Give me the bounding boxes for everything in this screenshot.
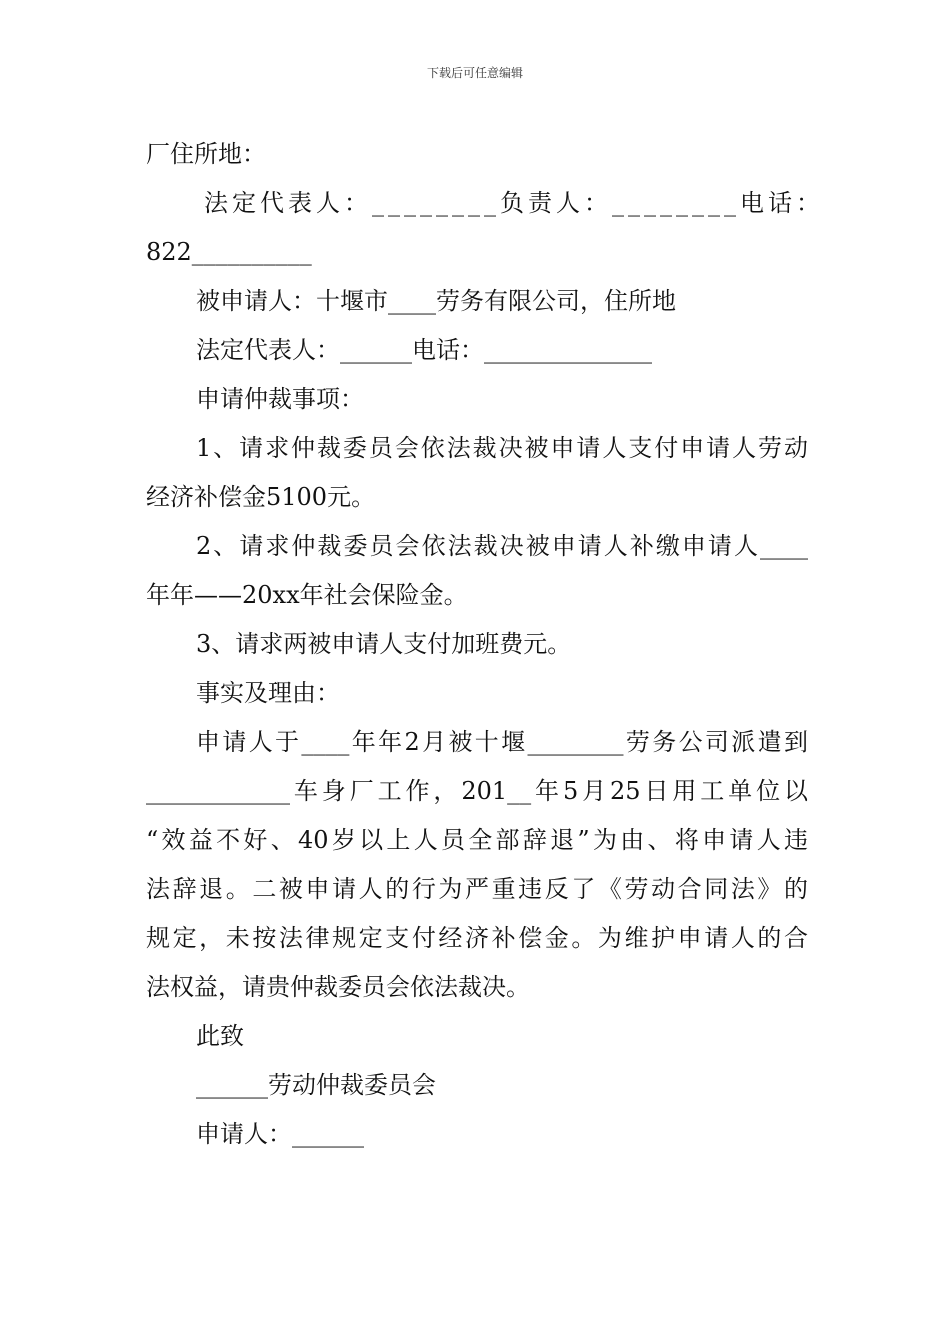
line-respondent: 被申请人：十堰市____劳务有限公司，住所地 bbox=[196, 287, 676, 315]
line-legal-representative-1: 法定代表人：________负责人：________电话： bbox=[204, 189, 824, 217]
page-header: 下载后可任意编辑 bbox=[426, 66, 523, 80]
line-facts-2: ____________车身厂工作，201__年5月25日用工单位以 bbox=[146, 777, 808, 805]
line-salutation: 此致 bbox=[196, 1022, 244, 1050]
line-item-1a: 1、请求仲裁委员会依法裁决被申请人支付申请人劳动 bbox=[196, 434, 808, 462]
line-facts-heading: 事实及理由： bbox=[196, 679, 340, 707]
line-item-3: 3、请求两被申请人支付加班费元。 bbox=[196, 630, 572, 658]
line-facts-3: “效益不好、40岁以上人员全部辞退”为由、将申请人违 bbox=[146, 826, 808, 854]
line-item-1b: 经济补偿金5100元。 bbox=[146, 483, 376, 511]
line-item-2b: 年年——20xx年社会保险金。 bbox=[146, 581, 468, 609]
line-phone-number: 822__________ bbox=[146, 238, 312, 266]
line-arbitration-items-heading: 申请仲裁事项： bbox=[196, 385, 364, 413]
line-applicant: 申请人：______ bbox=[196, 1120, 364, 1148]
line-legal-representative-2: 法定代表人：______电话：______________ bbox=[196, 336, 652, 364]
line-facts-4: 法辞退。二被申请人的行为严重违反了《劳动合同法》的 bbox=[146, 875, 808, 903]
line-committee: ______劳动仲裁委员会 bbox=[196, 1071, 436, 1099]
document-body bbox=[146, 130, 824, 1159]
line-facts-5: 规定，未按法律规定支付经济补偿金。为维护申请人的合 bbox=[146, 924, 808, 952]
line-facts-1: 申请人于____年年2月被十堰________劳务公司派遣到 bbox=[196, 728, 808, 756]
line-factory-address: 厂住所地： bbox=[146, 140, 266, 168]
line-facts-6: 法权益，请贵仲裁委员会依法裁决。 bbox=[146, 973, 530, 1001]
line-item-2a: 2、请求仲裁委员会依法裁决被申请人补缴申请人____ bbox=[196, 532, 808, 560]
